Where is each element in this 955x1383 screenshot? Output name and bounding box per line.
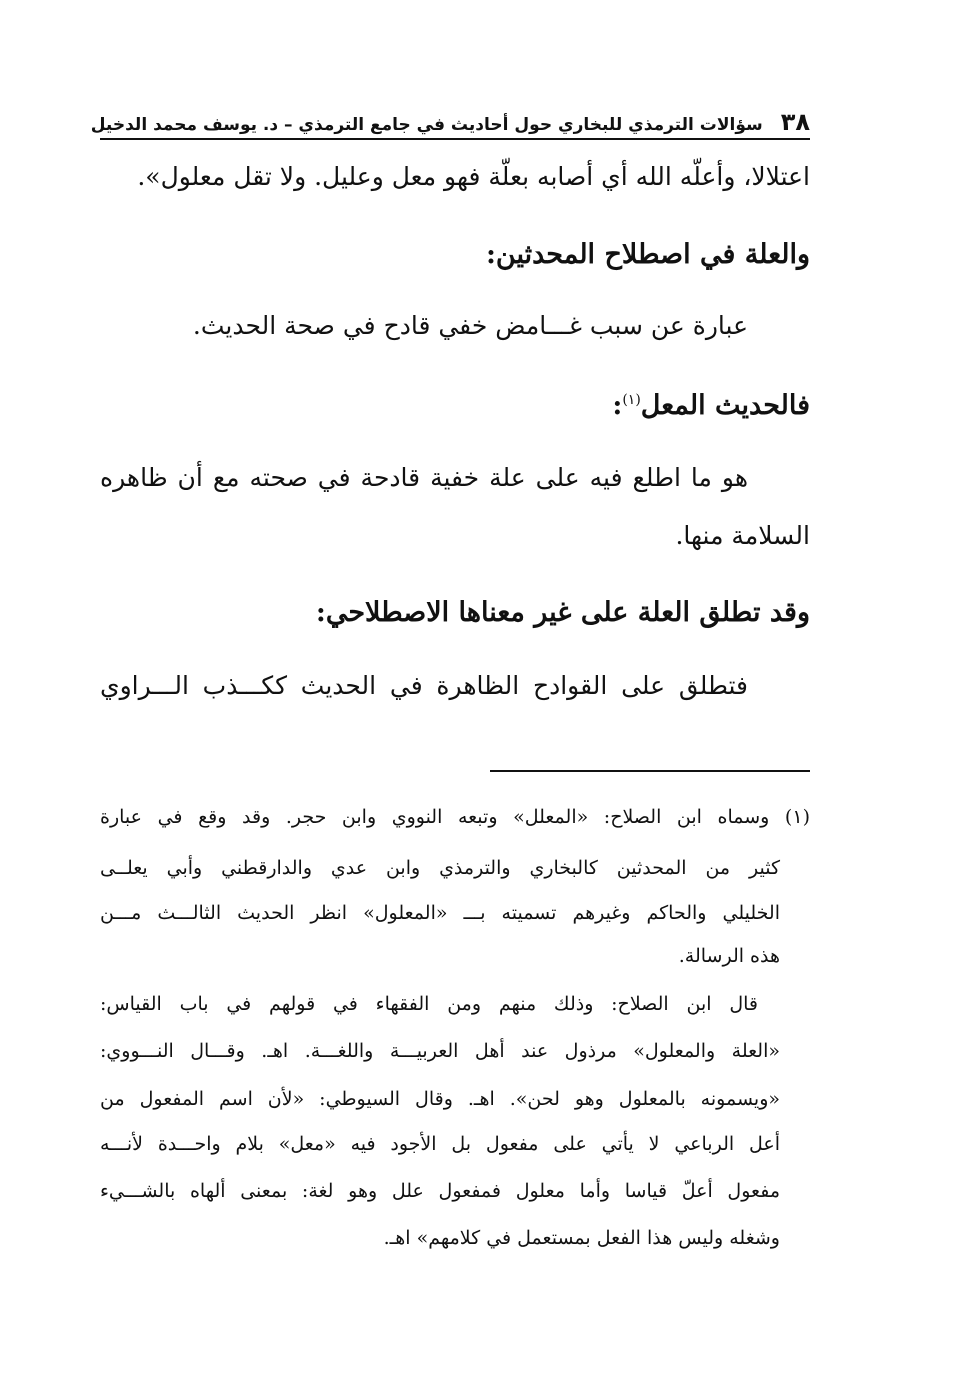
body-line-1: اعتلالا، وأعلّه الله أي أصابه بعلّة فهو معل وعليل. ولا تقل معلول». — [137, 162, 810, 191]
footnote-line: وشغله وليس هذا الفعل بمستعمل في كلامهم» اهـ. — [383, 1227, 780, 1249]
footnote-line: (١) وسماه ابن الصلاح: «المعلل» وتبعه النووي وابن حجر. وقد وقع في عبارة — [100, 806, 810, 828]
footnote-reference: (١) — [622, 392, 641, 408]
body-line-4: السلامة منها. — [675, 521, 810, 550]
page-number: ٣٨ — [780, 108, 810, 136]
page-header — [90, 100, 810, 140]
running-title: سؤالات الترمذي للبخاري حول أحاديث في جامع الترمذي – د. يوسف محمد الدخيل — [90, 115, 763, 135]
footnote-line: قال ابن الصلاح: وذلك منهم ومن الفقهاء في قولهم في باب القياس: — [100, 993, 758, 1015]
heading-non-technical: وقد تطلق العلة على غير معناها الاصطلاحي: — [315, 597, 810, 628]
footnote-line: «ويسمونه بالمعلول وهو لحن». اهـ. وقال السيوطي: «لأن اسم المفعول من — [100, 1088, 780, 1110]
footnote-line: الخليلي والحاكم وغيرهم تسميته بـــ «المعلول» انظر الحديث الثالـــث مـــن — [100, 902, 780, 924]
footnote-separator — [490, 770, 810, 772]
footnote-line: «العلة والمعلول» مرذول عند أهل العربيـــة واللغـــة. اهـ. وقـــال النـــووي: — [100, 1040, 780, 1062]
footnote-line: هذه الرسالة. — [678, 945, 780, 967]
body-line-2: عبارة عن سبب غـــامض خفي قادح في صحة الحديث. — [192, 311, 748, 340]
footnote-line: مفعول أعلّ قياسا وأما معلول فمفعول علل وهو لغة: بمعنى ألهاه بالشـــيء — [100, 1180, 780, 1202]
body-line-3: هو ما اطلع فيه على علة خفية قادحة في صحته مع أن ظاهره — [100, 463, 748, 492]
body-line-5: فتطلق على القوادح الظاهرة في الحديث ككـــذب الـــراوي — [100, 671, 748, 700]
heading-muall — [100, 390, 810, 422]
footnote-line: كثير من المحدثين كالبخاري والترمذي وابن عدي والدارقطني وأبي يعلــى — [100, 857, 780, 879]
heading-terminology: والعلة في اصطلاح المحدثين: — [485, 239, 810, 270]
footnote-line: أعل الرباعي لا يأتي على مفعول بل الأجود فيه «معل» بلام واحـــدة لأنـــه — [100, 1133, 780, 1155]
heading-muall-text: فالحديث المعل — [640, 390, 810, 421]
heading-muall-colon: : — [612, 390, 623, 421]
